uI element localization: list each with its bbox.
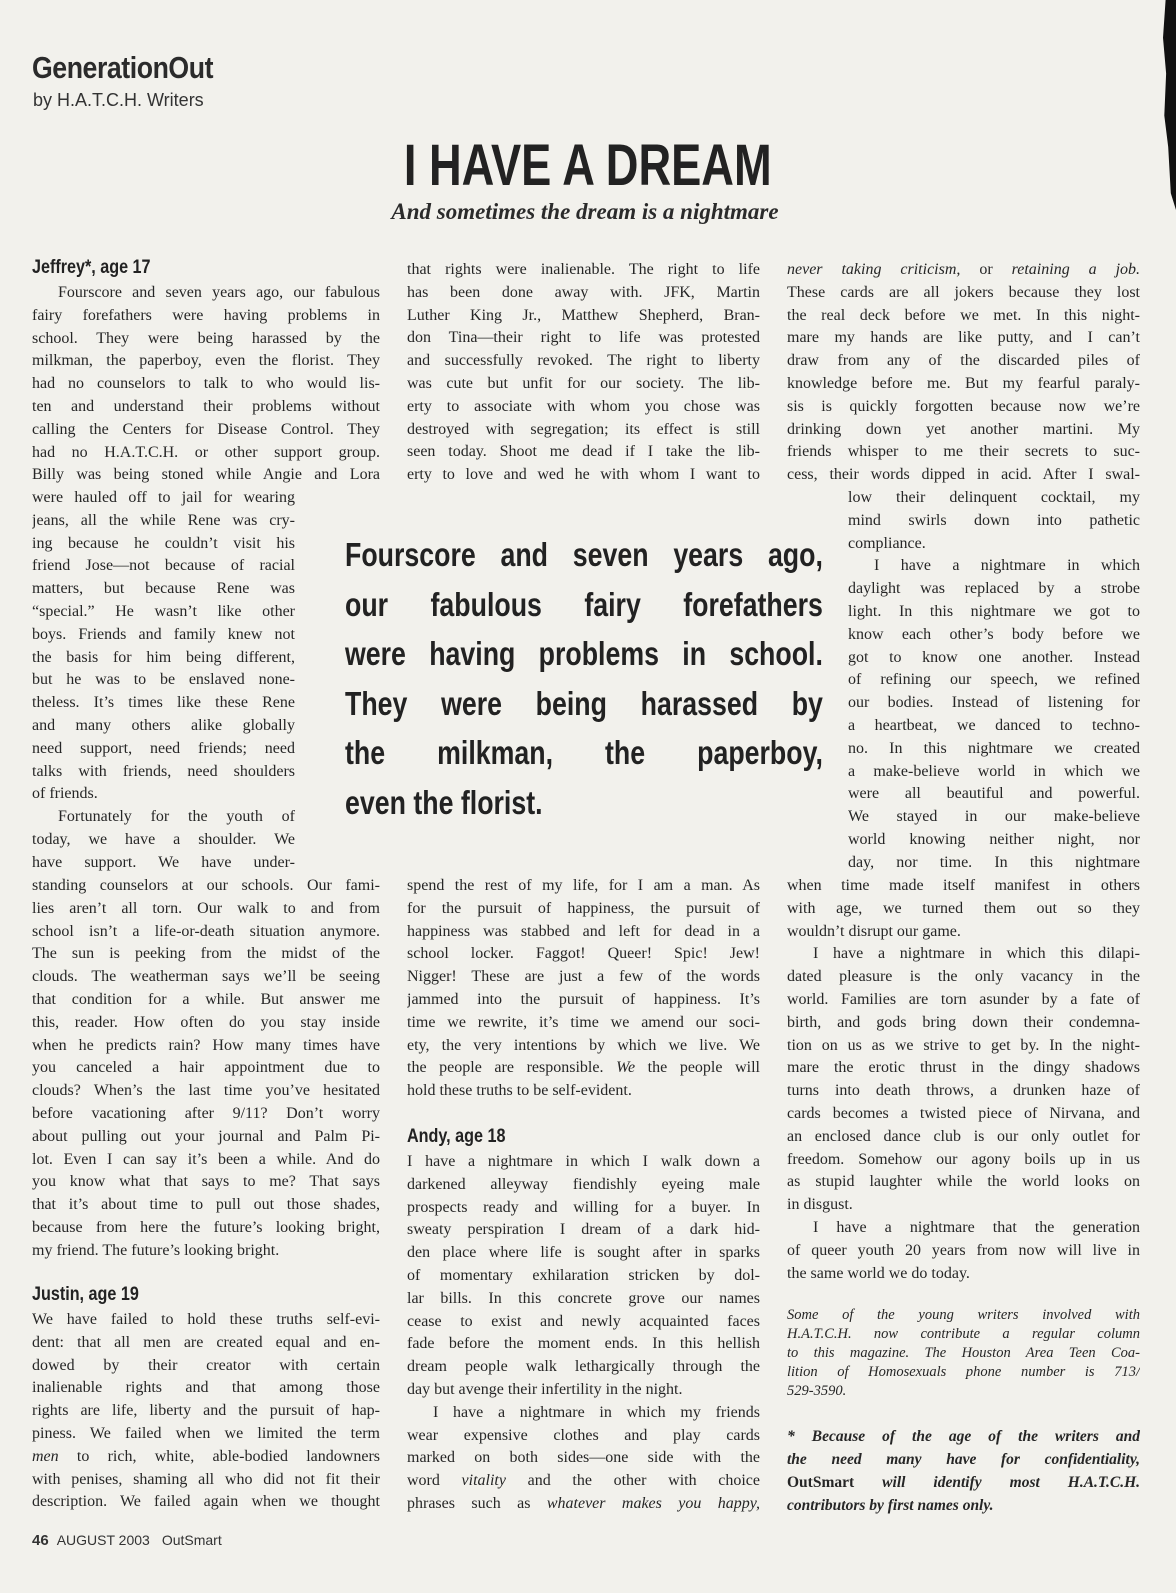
text-line: clouds? When’s the last time you’ve hesitated xyxy=(32,1082,380,1100)
text-line xyxy=(407,1493,760,1516)
column3-text-bottom xyxy=(787,875,1140,1285)
text-line: hold these truths to be self-evident. xyxy=(407,1082,632,1100)
text-line: matters, but because Rene was xyxy=(32,580,295,598)
text-line: friends whisper to me their secrets to suc- xyxy=(787,443,1140,461)
text-line: of refining our speech, we refined xyxy=(848,671,1140,689)
italic-text: We xyxy=(616,1059,636,1077)
confidentiality-footnote xyxy=(787,1425,1140,1517)
text-line: birth, and gods bring down their condemna- xyxy=(787,1013,1140,1031)
text-line: I have a nightmare that the generation xyxy=(813,1218,1140,1236)
text-line: lot. Even I can say it’s been a while. And do xyxy=(32,1150,380,1168)
text-line: We stayed in our make-believe xyxy=(848,808,1140,826)
column1-text-top xyxy=(32,282,380,487)
article-title xyxy=(0,132,1176,199)
text-line: a make-believe world in which we xyxy=(848,762,1140,780)
column3-text-wrap xyxy=(848,487,1140,875)
text-line: cards becomes a twisted piece of Nirvana, and xyxy=(787,1104,1140,1122)
issue-date: AUGUST 2003 xyxy=(56,1532,150,1548)
text-line: dent: that all men are created equal and en- xyxy=(32,1333,380,1351)
text-line: freedom. Somehow our agony boils up in us xyxy=(787,1150,1140,1168)
text-line: the same world we do today. xyxy=(787,1264,970,1282)
text-segment: word xyxy=(407,1472,462,1490)
text-line: to this magazine. The Houston Area Teen Coa- xyxy=(787,1345,1140,1361)
pull-quote xyxy=(345,530,823,827)
text-line: mare my hands are like putty, and I can’t xyxy=(787,329,1140,347)
text-line: * Because of the age of the writers and xyxy=(787,1428,1140,1445)
text-line: knowledge before me. But my fearful paraly- xyxy=(787,374,1140,392)
text-line: with penises, shaming all who did not fit their xyxy=(32,1470,380,1488)
text-line: spend the rest of my life, for I am a man. As xyxy=(407,877,760,894)
text-line: tion on us as we strive to get by. In the night- xyxy=(787,1036,1140,1054)
text-line: time we rewrite, it’s time we amend our soci- xyxy=(407,1013,760,1031)
column1-text-wrap xyxy=(32,487,295,875)
text-line: description. We failed again when we thought xyxy=(32,1493,380,1511)
text-line: mind swirls down into pathetic xyxy=(848,511,1140,529)
text-line: destroyed with segregation; its effect is still xyxy=(407,420,760,438)
text-line: world. Families are torn asunder by a fate of xyxy=(787,990,1140,1008)
text-line: These cards are all jokers because they lost xyxy=(787,283,1140,301)
text-line: day but avenge their infertility in the night. xyxy=(407,1380,683,1398)
text-line: have support. We have under- xyxy=(32,853,295,871)
text-line: school isn’t a life-or-death situation anymore. xyxy=(32,922,380,940)
text-line: this, reader. How often do you stay inside xyxy=(32,1013,380,1031)
text-line: The sun is peeking from the midst of the xyxy=(32,945,380,963)
justin-text xyxy=(32,1309,380,1514)
article-title-text: I HAVE A DREAM xyxy=(404,133,772,198)
column1-text-bottom xyxy=(32,875,380,1263)
text-line: contributors by first names only. xyxy=(787,1497,994,1514)
article-subtitle: And sometimes the dream is a nightmare xyxy=(391,199,779,224)
text-line: inalienable rights and that among those xyxy=(32,1379,380,1397)
text-line: lar bills. In this concrete grove our names xyxy=(407,1289,760,1307)
text-line: day, nor time. In this nightmare xyxy=(848,853,1140,871)
text-line: happiness was stabbed and left for dead in a xyxy=(407,922,760,940)
text-line: a heartbeat, we danced to techno- xyxy=(848,716,1140,734)
text-line: Fourscore and seven years ago, our fabulous xyxy=(58,284,380,301)
text-line xyxy=(407,1057,760,1080)
text-line: Nigger! These are just a few of the words xyxy=(407,968,760,986)
text-line: compliance. xyxy=(848,534,926,552)
text-line: but he was to be enslaved none- xyxy=(32,671,295,689)
text-line: need support, need friends; need xyxy=(32,739,295,757)
text-line: light. In this nightmare we got to xyxy=(848,602,1140,620)
text-line: when he predicts rain? How many times have xyxy=(32,1036,380,1054)
text-line: jeans, all the while Rene was cry- xyxy=(32,511,295,529)
text-line: with age, we turned them out so they xyxy=(787,899,1140,917)
text-line: marked on both sides—one side with the xyxy=(407,1449,760,1467)
text-line: the need many have for confidentiality, xyxy=(787,1451,1140,1468)
byline: by H.A.T.C.H. Writers xyxy=(33,90,204,110)
text-line: 529-3590. xyxy=(787,1383,847,1399)
pull-quote-line: Fourscore and seven years ago, xyxy=(345,536,823,573)
text-line: know each other’s body before we xyxy=(848,625,1140,643)
andy-text xyxy=(407,1151,760,1516)
text-line: the real deck before we met. In this night- xyxy=(787,306,1140,324)
text-line: was cute but unfit for our society. The lib- xyxy=(407,374,760,392)
text-line: den place where life is sought after in sparks xyxy=(407,1244,760,1262)
text-line: sis is quickly forgotten because now we’re xyxy=(787,397,1140,415)
text-line: standing counselors at our schools. Our fami- xyxy=(32,877,380,894)
text-line: ety, the very intentions by which we live. We xyxy=(407,1036,760,1054)
text-segment: phrases such as xyxy=(407,1494,547,1512)
text-line: We have failed to hold these truths self-evi- xyxy=(32,1311,380,1328)
text-line: wouldn’t disrupt our game. xyxy=(787,922,961,940)
text-line: that rights were inalienable. The right to life xyxy=(407,261,760,278)
text-line: that condition for a while. But answer me xyxy=(32,990,380,1008)
text-line: because from here the future’s looking bright, xyxy=(32,1218,380,1236)
text-line: cess, their words dipped in acid. After I swal- xyxy=(787,466,1140,484)
text-line: “special.” He wasn’t like other xyxy=(32,602,295,620)
text-line: Billy was being stoned while Angie and Lora xyxy=(32,466,380,484)
text-line xyxy=(407,1470,760,1493)
text-line: ten and understand their problems without xyxy=(32,397,380,415)
pull-quote-line: They were being harassed by xyxy=(345,684,823,722)
text-segment: and the other with choice xyxy=(505,1472,760,1490)
text-line: jammed into the pursuit of happiness. It’s xyxy=(407,990,760,1008)
text-line: lies aren’t all torn. Our walk to and from xyxy=(32,899,380,917)
text-line: fairy forefathers were having problems in xyxy=(32,306,380,324)
heading-andy: Andy, age 18 xyxy=(407,1126,506,1147)
text-segment: OutSmart xyxy=(787,1474,855,1491)
text-line: an enclosed dance club is our only outlet for xyxy=(787,1127,1140,1145)
text-line: that it’s about time to pull out those shades, xyxy=(32,1196,380,1214)
text-line: cease to exist and newly acquainted faces xyxy=(407,1312,760,1330)
text-line: no. In this nightmare we created xyxy=(848,739,1140,757)
text-segment: to rich, white, able-bodied landowners xyxy=(58,1447,380,1465)
section-name: GenerationOut xyxy=(32,50,214,85)
text-line: and successfully revoked. The right to liberty xyxy=(407,352,760,370)
text-line: before vacationing after 9/11? Don’t worry xyxy=(32,1104,380,1122)
text-line: sweaty perspiration I dream of a dark hid- xyxy=(407,1221,760,1239)
text-line: friend Jose—not because of racial xyxy=(32,557,295,575)
italic-text: whatever makes you happy, xyxy=(546,1494,760,1512)
text-line: the basis for him being different, xyxy=(32,648,295,666)
text-line: school locker. Faggot! Queer! Spic! Jew! xyxy=(407,945,760,963)
text-line: has been done away with. JFK, Martin xyxy=(407,283,760,301)
text-line: of friends. xyxy=(32,785,98,803)
text-line: I have a nightmare in which I walk down a xyxy=(407,1153,760,1170)
text-line: had no H.A.T.C.H. or other support group. xyxy=(32,443,380,461)
italic-text: will identify most H.A.T.C.H. xyxy=(854,1474,1140,1491)
text-line xyxy=(32,1446,380,1469)
text-line: our bodies. Instead of listening for xyxy=(848,694,1140,712)
pull-quote-line: the milkman, the paperboy, xyxy=(345,734,823,771)
text-line xyxy=(787,259,1140,282)
text-line: you know what that says to me? That says xyxy=(32,1173,380,1191)
text-line: dowed by their creator with certain xyxy=(32,1356,380,1374)
text-segment: the people are responsible. xyxy=(407,1059,617,1077)
text-line xyxy=(787,1471,1140,1494)
text-line: wear expensive clothes and play cards xyxy=(407,1426,760,1444)
text-line: boys. Friends and family knew not xyxy=(32,625,295,643)
text-line: had no counselors to talk to who would lis- xyxy=(32,375,380,393)
page-number: 46 xyxy=(32,1532,49,1549)
text-line: you canceled a hair appointment due to xyxy=(32,1059,380,1077)
text-segment: or xyxy=(960,261,1012,278)
text-line: don Tina—their right to life was protested xyxy=(407,329,760,347)
text-line: daylight was replaced by a strobe xyxy=(848,580,1140,598)
text-line: got to know one another. Instead xyxy=(848,648,1140,666)
text-line: theless. It’s times like these Rene xyxy=(32,694,295,712)
text-line: low their delinquent cocktail, my xyxy=(848,489,1140,506)
text-line: prospects ready and willing for a buyer. In xyxy=(407,1198,760,1216)
text-line: calling the Centers for Disease Control. They xyxy=(32,420,380,438)
text-line: Fortunately for the youth of xyxy=(58,808,295,826)
text-line: talks with friends, need shoulders xyxy=(32,762,295,780)
italic-text: men xyxy=(32,1447,59,1465)
text-line: lition of Homosexuals phone number is 713/ xyxy=(787,1364,1140,1380)
text-line: draw from any of the discarded piles of xyxy=(787,352,1140,370)
text-line: I have a nightmare in which xyxy=(874,557,1140,575)
column2-text-top xyxy=(407,259,760,487)
text-line: for the pursuit of happiness, the pursuit of xyxy=(407,899,760,917)
pull-quote-line: our fabulous fairy forefathers xyxy=(345,585,823,623)
text-line: dated pleasure is the only vacancy in the xyxy=(787,968,1140,986)
text-line: I have a nightmare in which my friends xyxy=(433,1403,760,1421)
text-line: darkened alleyway fiendishly eyeing male xyxy=(407,1175,760,1193)
page-footer xyxy=(32,1532,234,1549)
magazine-name: OutSmart xyxy=(161,1532,222,1548)
heading-justin: Justin, age 19 xyxy=(32,1284,139,1305)
text-line: seen today. Shoot me dead if I take the lib- xyxy=(407,443,760,461)
text-line: Luther King Jr., Matthew Shepherd, Bran- xyxy=(407,306,760,324)
heading-jeffrey: Jeffrey*, age 17 xyxy=(32,257,151,278)
text-line: H.A.T.C.H. now contribute a regular column xyxy=(787,1326,1140,1342)
text-segment: the people will xyxy=(635,1059,760,1077)
text-line: of momentary exhilaration stricken by dol- xyxy=(407,1266,760,1284)
italic-text: never taking criticism, xyxy=(787,261,961,278)
text-line: in disgust. xyxy=(787,1196,853,1214)
text-line: fade before the moment ends. In this hellish xyxy=(407,1335,760,1353)
text-line: clouds. The weatherman says we’ll be seeing xyxy=(32,968,380,986)
text-line: ing because he couldn’t visit his xyxy=(32,534,295,552)
column2-text-middle xyxy=(407,875,760,1103)
text-line: when time made itself manifest in others xyxy=(787,877,1140,894)
text-line: about pulling out your journal and Palm Pi- xyxy=(32,1127,380,1145)
text-line: mare the erotic thrust in the dingy shadows xyxy=(787,1059,1140,1077)
text-line: today, we have a shoulder. We xyxy=(32,830,295,848)
pull-quote-line: were having problems in school. xyxy=(345,635,823,672)
text-line: were hauled off to jail for wearing xyxy=(32,489,295,506)
text-line: turns into death throws, a drunken haze of xyxy=(787,1082,1140,1100)
pull-quote-line: even the florist. xyxy=(345,783,543,821)
text-line: dream people walk lethargically through the xyxy=(407,1358,760,1376)
text-line: drinking down yet another martini. My xyxy=(787,420,1140,438)
text-line: my friend. The future’s looking bright. xyxy=(32,1241,280,1259)
text-line: as stupid laughter while the world looks on xyxy=(787,1173,1140,1191)
italic-text: vitality xyxy=(461,1472,506,1490)
text-line: erty to associate with whom you chose was xyxy=(407,397,760,415)
text-line: world knowing neither night, nor xyxy=(848,830,1140,848)
italic-text: retaining a job. xyxy=(1011,261,1140,278)
text-line: I have a nightmare in which this dilapi- xyxy=(813,945,1140,963)
text-line: rights are life, liberty and the pursuit of hap- xyxy=(32,1402,380,1420)
text-line: Some of the young writers involved with xyxy=(787,1307,1140,1323)
contributor-note xyxy=(787,1306,1140,1401)
text-line: school. They were being harassed by the xyxy=(32,329,380,347)
column3-text-top xyxy=(787,259,1140,487)
text-line: and many others alike globally xyxy=(32,716,295,734)
text-line: piness. We failed when we limited the term xyxy=(32,1424,380,1442)
text-line: erty to love and wed he with whom I want to xyxy=(407,466,760,484)
text-line: of queer youth 20 years from now will live in xyxy=(787,1241,1140,1259)
text-line: milkman, the paperboy, even the florist. They xyxy=(32,352,380,370)
text-line: were all beautiful and powerful. xyxy=(848,785,1140,803)
